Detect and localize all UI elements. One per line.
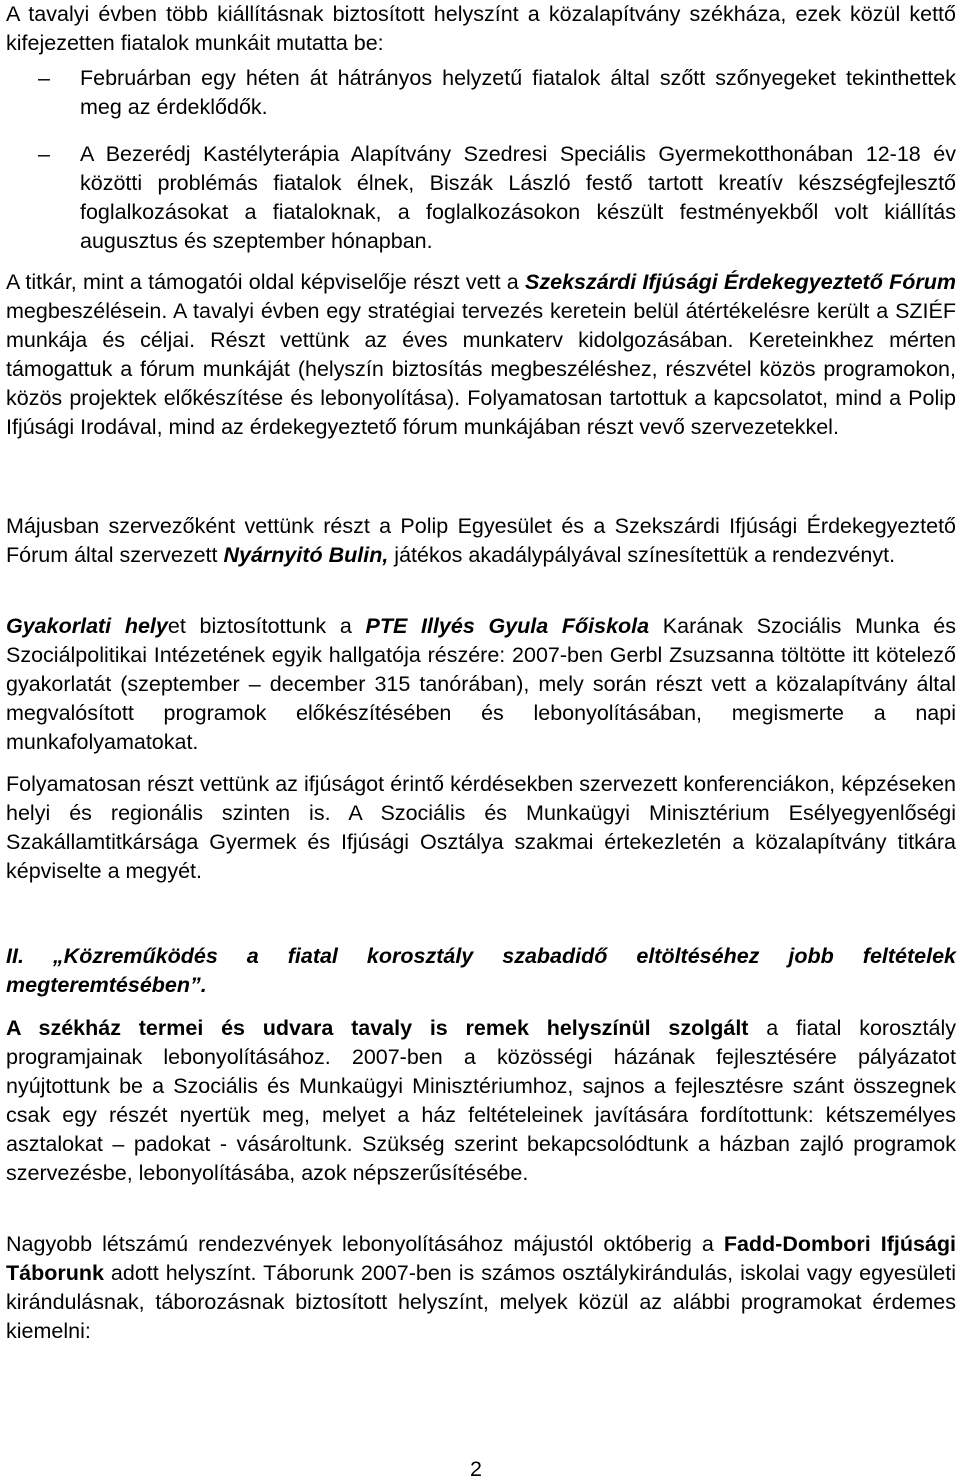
dash-bullet-icon: – [38, 66, 50, 90]
text-run: A titkár, mint a támogatói oldal képviselője részt vett a [6, 270, 526, 294]
section-heading: II. „Közreműködés a fiatal korosztály szabadidő eltöltéséhez jobb feltételek megteremtésében”. [6, 944, 956, 997]
szekhaz-paragraph [6, 1014, 956, 1188]
text-run: Karának Szociális Munka és Szociálpolitikai Intézetének egyik hallgatója részére: 2007-ben Gerbl Zsuzsanna töltötte itt kötelező gyakorlatát (szeptember – december 315 tanórában), mely során részt vett a közalapítvány által megvalósított programok előkészítésében és lebonyolításában, megismerte a napi munkafolyamatokat. [6, 614, 957, 754]
emphasis: A székház termei és udvara tavaly is remek helyszínül szolgált [6, 1016, 749, 1040]
text-run: et biztosítottunk a [167, 614, 366, 638]
nagyobb-paragraph [6, 1230, 956, 1346]
forum-name: Szekszárdi Ifjúsági Érdekegyeztető Fórum [525, 270, 956, 294]
page-number: 2 [470, 1457, 482, 1481]
text-run: megbeszélésein. A tavalyi évben egy stratégiai tervezés keretein belül átértékelésre került a SZIÉF munkája és céljai. Részt vettünk az éves munkaterv kidolgozásában. Kereteinkhez mérten támogattuk a fórum munkáját (helyszín biztosítás megbeszéléshez, részvétel közös programokon, közös projektek előkészítése és lebonyolítása). Folyamatosan tartottuk a kapcsolatot, mind a Polip Ifjúsági Irodával, mind az érdekegyeztető fórum munkájában részt vevő szervezetekkel. [6, 299, 956, 439]
text-run: a fiatal korosztály programjainak lebonyolításához. 2007-ben a közösségi házának fejlesztésére pályázatot nyújtottunk be a Szociális és Munkaügyi Minisztériumhoz, sajnos a fejlesztésre szánt összegnek csak egy részét nyertük meg, melyet a ház feltételeinek javítására fordítottunk: kétszemélyes asztalokat – padokat - vásároltunk. Szükség szerint bekapcsolódtunk a házban zajló programok szervezésbe, lebonyolításába, azok népszerűsítésébe. [6, 1016, 956, 1185]
intro-paragraph: A tavalyi évben több kiállításnak biztosított helyszínt a közalapítvány székháza, ezek közül kettő kifejezetten fiatalok munkáit mutatta be: [6, 2, 956, 55]
majus-paragraph [6, 512, 956, 570]
text-run: Nagyobb létszámú rendezvények lebonyolításához májustól októberig a [6, 1232, 724, 1256]
camp-name: Fadd-Dombori Ifjúsági Táborunk [6, 1232, 956, 1285]
dash-bullet-icon: – [38, 142, 50, 166]
text-run: Májusban szervezőként vettünk részt a Polip Egyesület és a Szekszárdi Ifjúsági Érdekegyeztető Fórum által szervezett [6, 514, 956, 567]
gyakorlat-paragraph [6, 612, 956, 757]
event-name: Nyárnyitó Bulin, [223, 543, 389, 567]
titkar-paragraph [6, 268, 956, 442]
list-item-text: Februárban egy héten át hátrányos helyzetű fiatalok által szőtt szőnyegeket tekinthettek meg az érdeklődők. [80, 66, 956, 119]
text-run: adott helyszínt. Táborunk 2007-ben is számos osztálykirándulás, iskolai vagy egyesületi kirándulásnak, táborozásnak biztosított helyszínt, melyek közül az alábbi programokat érdemes kiemelni: [6, 1261, 956, 1343]
folyamatosan-paragraph: Folyamatosan részt vettünk az ifjúságot érintő kérdésekben szervezett konferenciákon, képzéseken helyi és regionális szinten is. A Szociális és Munkaügyi Minisztérium Esélyegyenlőségi Szakállamtitkársága Gyermek és Ifjúsági Osztálya szakmai értekezletén a közalapítvány titkára képviselte a megyét. [6, 772, 956, 883]
emphasis: Gyakorlati hely [6, 614, 168, 638]
list-item-text: A Bezerédj Kastélyterápia Alapítvány Szedresi Speciális Gyermekotthonában 12-18 év közötti problémás fiatalok élnek, Biszák László festő tartott kreatív készségfejlesztő foglalkozásokat a fiataloknak, a foglalkozásokon készült festményekből volt kiállítás augusztus és szeptember hónapban. [80, 142, 956, 253]
text-run: játékos akadálypályával színesítettük a rendezvényt. [388, 543, 896, 567]
school-name: PTE Illyés Gyula Főiskola [365, 614, 650, 638]
